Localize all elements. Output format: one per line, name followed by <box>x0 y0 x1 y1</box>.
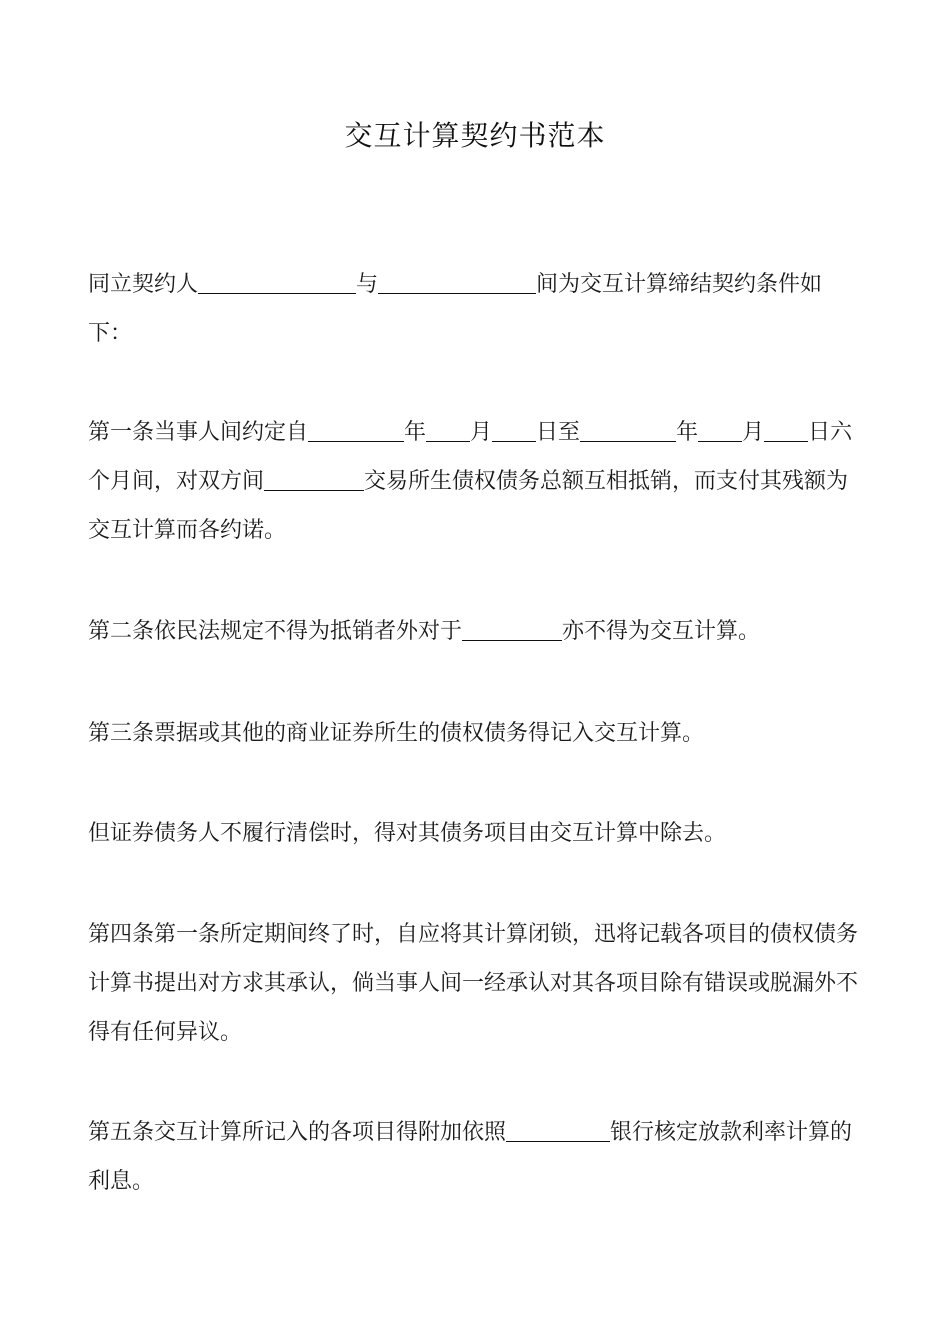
article-1-text-8: 交易所生债权债务总额互相抵销，而支付其残额为交互计算而各约诺。 <box>88 469 849 543</box>
intro-text-1: 同立契约人 <box>88 272 199 297</box>
article-3-paragraph: 第三条票据或其他的商业证券所生的债权债务得记入交互计算。 <box>88 721 705 746</box>
article-3-note-paragraph: 但证券债务人不履行清偿时，得对其债务项目由交互计算中除去。 <box>88 821 727 846</box>
article-2-text-1: 第二条依民法规定不得为抵销者外对于 <box>88 619 463 644</box>
article-2-text-2: 亦不得为交互计算。 <box>562 619 761 644</box>
intro-text-3: 间为交互计算缔结契约条件如下： <box>88 272 823 346</box>
article-1-text-4: 日至 <box>536 420 581 445</box>
article-1-text-2: 年 <box>404 420 427 445</box>
article-1-text-5: 年 <box>676 420 699 445</box>
article-1-text-1: 第一条当事人间约定自 <box>88 420 309 445</box>
document-title: 交互计算契约书范本 <box>344 119 606 152</box>
party-a-blank[interactable] <box>198 269 356 294</box>
article-4-paragraph: 第四条第一条所定期间终了时，自应将其计算闭锁，迅将记载各项目的债权债务计算书提出对方求其承认，倘当事人间一经承认对其各项目除有错误或脱漏外不得有任何异议。 <box>88 922 859 1045</box>
intro-text-2: 与 <box>356 272 379 297</box>
article-5-paragraph <box>88 1108 866 1206</box>
article-1-text-6: 月 <box>742 420 765 445</box>
end-day-blank[interactable] <box>764 417 808 442</box>
end-month-blank[interactable] <box>698 417 742 442</box>
article-1-paragraph <box>88 408 866 555</box>
start-day-blank[interactable] <box>492 417 536 442</box>
intro-paragraph <box>88 260 866 358</box>
article-5-text-2: 银行核定放款利率计算的利息。 <box>88 1120 853 1194</box>
article-5-text-1: 第五条交互计算所记入的各项目得附加依照 <box>88 1120 507 1145</box>
article-1-text-7: 日六个月间，对双方间 <box>88 420 853 494</box>
article-2-blank[interactable] <box>462 616 562 641</box>
bank-name-blank[interactable] <box>506 1117 610 1142</box>
party-b-blank[interactable] <box>378 269 536 294</box>
transaction-type-blank[interactable] <box>264 466 364 491</box>
end-year-blank[interactable] <box>580 417 676 442</box>
start-year-blank[interactable] <box>308 417 404 442</box>
article-2-paragraph <box>88 607 866 656</box>
article-1-text-3: 月 <box>470 420 493 445</box>
start-month-blank[interactable] <box>426 417 470 442</box>
